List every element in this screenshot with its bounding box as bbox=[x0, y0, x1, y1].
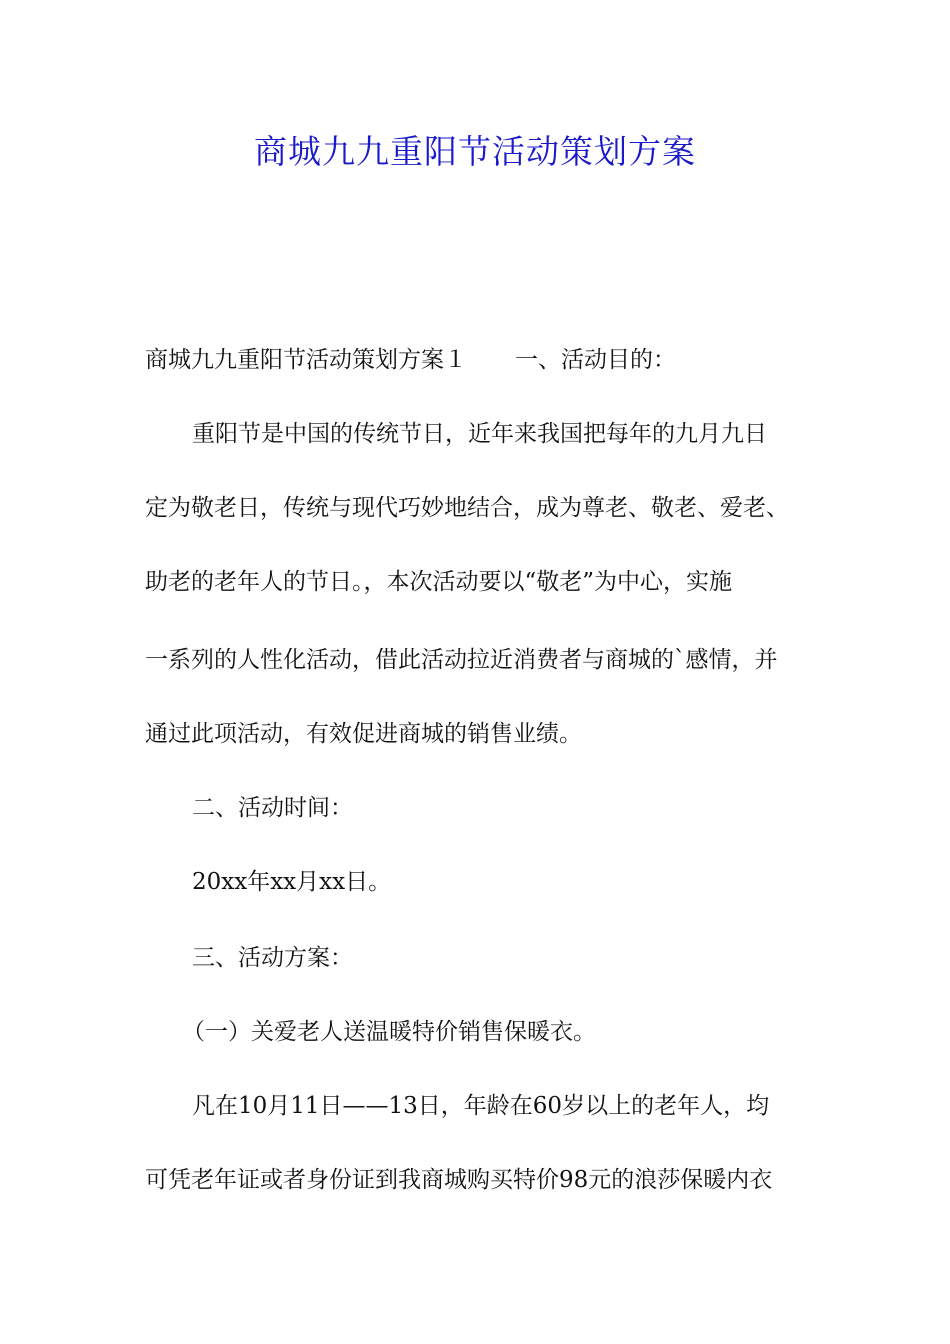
paragraph-line-date: 20xx年xx月xx日。 bbox=[192, 869, 392, 895]
paragraph-line: 助老的老年人的节日。，本次活动要以“敬老”为中心，实施 bbox=[145, 569, 733, 595]
subsection-heading-1: （一）关爱老人送温暖特价销售保暖衣。 bbox=[182, 1019, 596, 1045]
paragraph-line: 定为敬老日，传统与现代巧妙地结合，成为尊老、敬老、爱老、 bbox=[145, 495, 789, 521]
section-heading-plan: 三、活动方案： bbox=[192, 945, 353, 971]
paragraph-line: 凡在10月11日——13日，年龄在60岁以上的老年人，均 bbox=[192, 1093, 770, 1119]
paragraph-line: 通过此项活动，有效促进商城的销售业绩。 bbox=[145, 721, 582, 747]
paragraph-line: 一系列的人性化活动，借此活动拉近消费者与商城的`感情，并 bbox=[145, 647, 778, 673]
paragraph-line: 可凭老年证或者身份证到我商城购买特价98元的浪莎保暖内衣 bbox=[145, 1167, 773, 1193]
paragraph-line: 重阳节是中国的传统节日，近年来我国把每年的九月九日 bbox=[192, 421, 767, 447]
paragraph-line-heading-1 bbox=[145, 343, 845, 377]
section-heading-purpose: 一、活动目的： bbox=[515, 347, 676, 373]
section-heading-time: 二、活动时间： bbox=[192, 795, 353, 821]
document-title: 商城九九重阳节活动策划方案 bbox=[254, 132, 696, 171]
section-title-text: 商城九九重阳节活动策划方案１ bbox=[145, 347, 467, 373]
